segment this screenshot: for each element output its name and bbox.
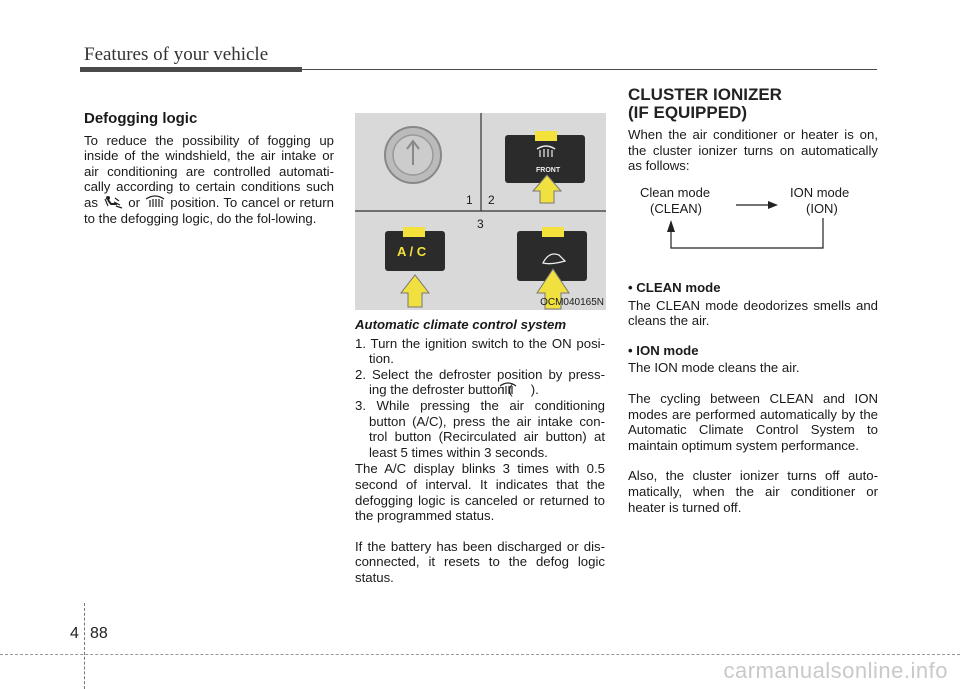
chapter-number: 4 (70, 625, 79, 642)
clean-paren-label: (CLEAN) (650, 201, 703, 216)
arrow-right-icon (768, 201, 778, 209)
clean-mode-text: The CLEAN mode deodorizes smells and cleans the air. (628, 297, 878, 329)
figure-label-1: 1 (466, 193, 473, 207)
ionizer-title (628, 86, 782, 122)
clean-mode-heading: • CLEAN mode (628, 280, 721, 295)
step-2-text: 2. Select the defroster position by press-ing the defroster button ( (355, 366, 605, 398)
ignition-switch-icon (385, 127, 441, 183)
figure-code: OCM040165N (540, 297, 604, 308)
or-word: or (128, 194, 140, 210)
ac-button-label: A / C (397, 244, 427, 259)
figure-label-3: 3 (477, 217, 484, 231)
defroster-front-button (505, 131, 585, 183)
ionizer-intro: When the air conditioner or heater is on, the cluster ionizer turns on automatically as follows: (628, 127, 878, 174)
cycling-paragraph: The cycling between CLEAN and ION modes are performed automatically by the Automatic Climate Control System to maintain optimum system performance. (628, 390, 878, 453)
battery-paragraph: If the battery has been discharged or dis-connected, it resets to the defog logic status. (355, 538, 605, 585)
middle-column (355, 317, 605, 586)
face-floor-icon (102, 195, 124, 208)
step-1: 1. Turn the ignition switch to the ON posi-tion. (355, 335, 605, 367)
figure-label-2: 2 (488, 193, 495, 207)
defrost-floor-icon (144, 195, 166, 208)
footer-rule (0, 654, 960, 655)
left-column (84, 111, 334, 226)
turn-off-paragraph: Also, the cluster ionizer turns off auto-matically, when the air conditioner or heater is turned off. (628, 468, 878, 515)
header-bar (80, 67, 302, 72)
page-number: 88 (90, 625, 108, 642)
step-3: 3. While pressing the air conditioning button (A/C), press the air intake con-trol button (Recirculated air button) at least 5 times within 3 seconds. (355, 397, 605, 460)
clean-mode-label: Clean mode (640, 185, 711, 200)
right-column-body (628, 280, 878, 515)
arrow-up-icon (667, 220, 675, 232)
ionizer-title-line1: CLUSTER IONIZER (628, 85, 782, 104)
defroster-icon (513, 382, 531, 394)
defogging-text-b: position. To cancel or return to the defogging logic, do the fol-lowing. (84, 194, 334, 226)
steps-list (355, 336, 605, 461)
defogging-paragraph (84, 133, 334, 227)
header-rule (302, 69, 877, 70)
step-2-end: ). (530, 382, 539, 398)
ion-mode-heading: • ION mode (628, 342, 699, 358)
step-2 (355, 367, 605, 398)
front-button-label: FRONT (536, 167, 561, 174)
watermark: carmanualsonline.info (723, 658, 948, 683)
control-panel-figure (355, 113, 606, 310)
figure-caption: Automatic climate control system (355, 317, 567, 332)
mode-cycle-diagram (628, 182, 878, 262)
arrow-ac (401, 275, 429, 307)
defogging-text-a: To reduce the possibility of fogging up inside of the windshield, the air intake or air conditioning are controlled automati-cally according to certain conditions such as (84, 132, 334, 210)
footer-divider (84, 603, 86, 689)
defogging-heading: Defogging logic (84, 110, 198, 127)
ionizer-title-line2: (IF EQUIPPED) (628, 103, 748, 122)
ac-blink-paragraph: The A/C display blinks 3 times with 0.5 second of interval. It indicates that the defogging logic is canceled or returned to the programmed status. (355, 461, 605, 524)
ion-paren-label: (ION) (806, 201, 838, 216)
ion-mode-text: The ION mode cleans the air. (628, 360, 800, 376)
ion-mode-label: ION mode (790, 185, 850, 200)
running-header: Features of your vehicle (84, 44, 269, 65)
